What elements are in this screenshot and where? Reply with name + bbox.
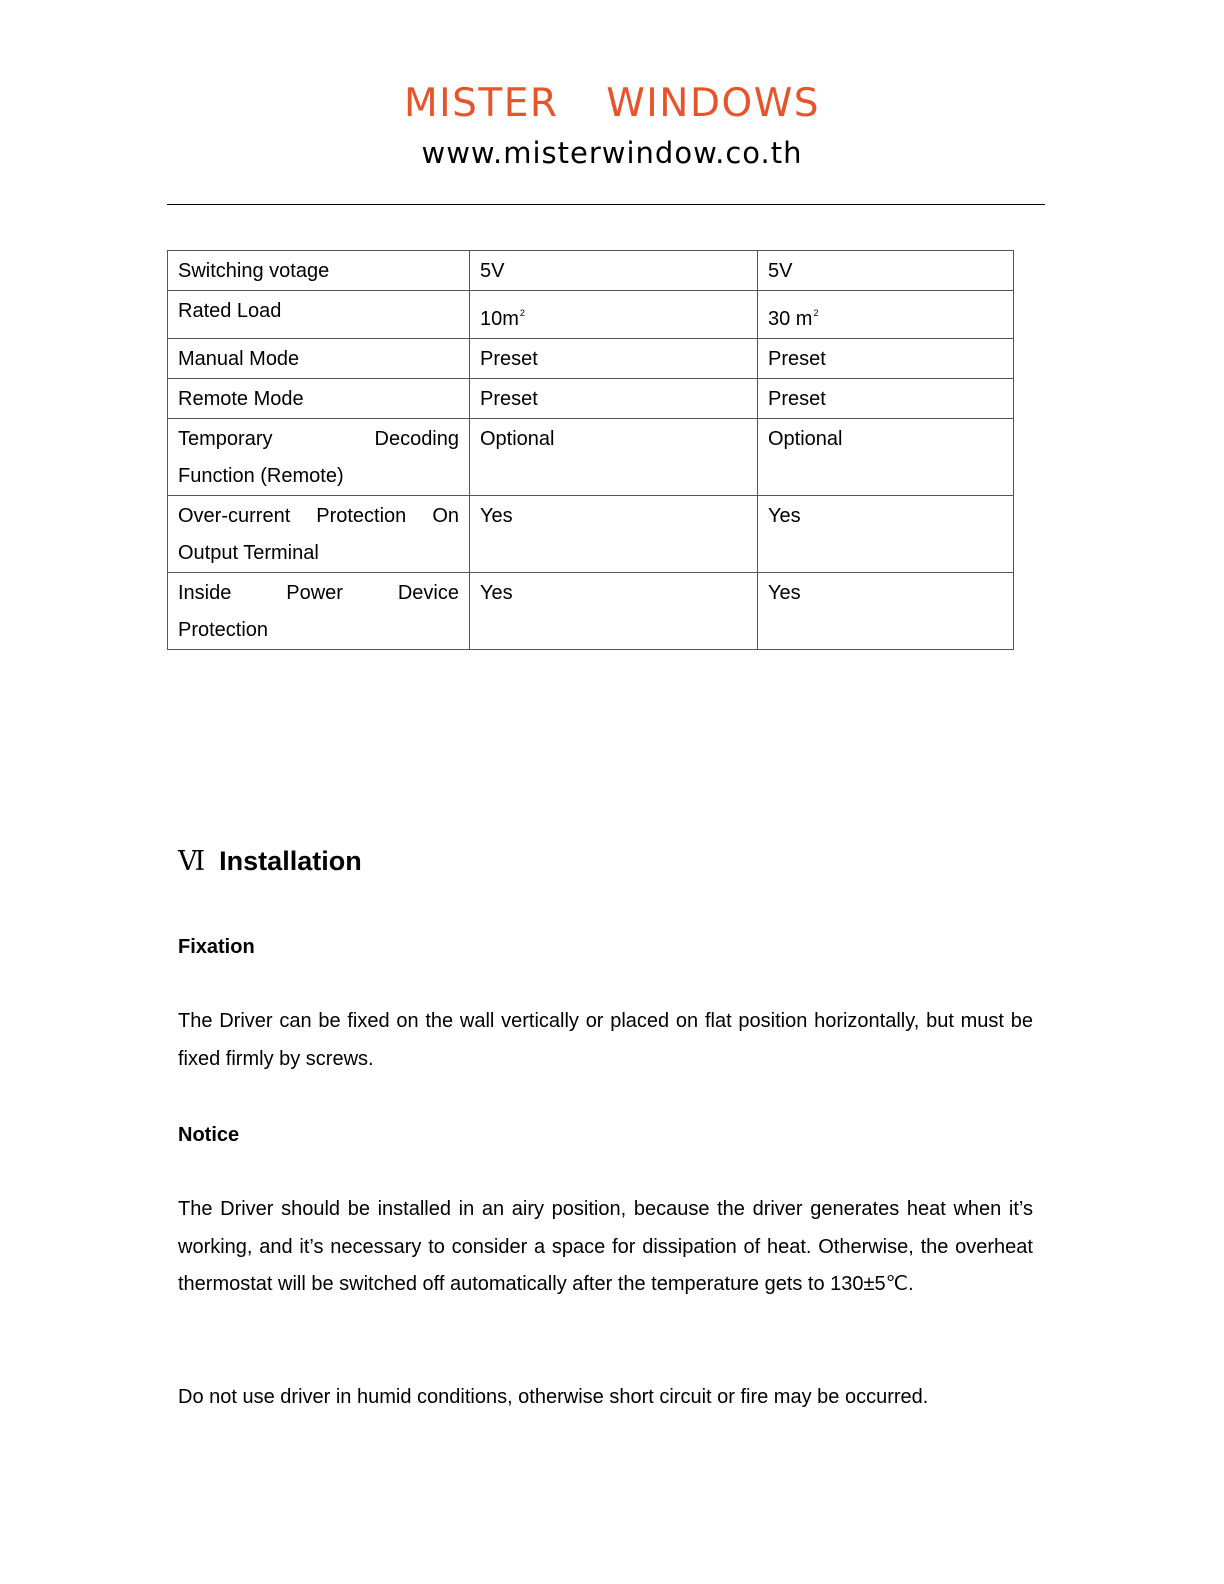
table-row xyxy=(168,379,1014,419)
table-cell: Preset xyxy=(470,339,758,379)
table-cell: Yes xyxy=(470,573,758,650)
table-cell: Yes xyxy=(470,496,758,573)
table-cell xyxy=(758,291,1014,339)
table-cell-label xyxy=(168,379,470,419)
brand-url: www.misterwindow.co.th xyxy=(421,136,803,170)
fixation-heading: Fixation xyxy=(178,936,255,958)
brand-title: MISTER WINDOWS xyxy=(403,81,821,126)
notice-heading: Notice xyxy=(178,1124,240,1146)
table-cell: Preset xyxy=(758,379,1014,419)
table-cell: Yes xyxy=(758,496,1014,573)
label-line: Switching votage xyxy=(178,260,330,282)
table-cell-label xyxy=(168,339,470,379)
table-row xyxy=(168,573,1014,650)
header-divider xyxy=(167,204,1045,205)
cell-value: 10m xyxy=(480,308,519,330)
fixation-paragraph: The Driver can be fixed on the wall vertically or placed on flat position horizontally, but must be fixed firmly by screws. xyxy=(178,1010,1033,1070)
table-cell-label xyxy=(168,419,470,496)
superscript: 2 xyxy=(519,308,525,318)
section-heading xyxy=(178,843,362,880)
label-line: Over-current Protection On xyxy=(178,505,459,527)
section-numeral: Ⅵ xyxy=(178,846,206,877)
notice-paragraph: The Driver should be installed in an airy position, because the driver generates heat when it’s working, and it’s necessary to consider a space for dissipation of heat. Otherwise, the overheat thermostat will be switched off automatically after the temperature gets to 130±5℃. xyxy=(178,1198,1033,1295)
section-title: Installation xyxy=(219,846,362,876)
label-line: Remote Mode xyxy=(178,388,304,410)
table-cell: Preset xyxy=(470,379,758,419)
label-line: Temporary Decoding xyxy=(178,428,459,450)
label-line: Rated Load xyxy=(178,300,282,322)
cell-value: 30 m xyxy=(768,308,813,330)
label-line: Function (Remote) xyxy=(178,465,344,487)
table-cell-label xyxy=(168,573,470,650)
table-row xyxy=(168,251,1014,291)
superscript: 2 xyxy=(813,308,819,318)
label-line: Manual Mode xyxy=(178,348,300,370)
table-cell: Yes xyxy=(758,573,1014,650)
table-cell: Preset xyxy=(758,339,1014,379)
table-cell: 5V xyxy=(758,251,1014,291)
spec-table xyxy=(167,250,1014,650)
table-row xyxy=(168,291,1014,339)
table-cell: 5V xyxy=(470,251,758,291)
table-cell: Optional xyxy=(758,419,1014,496)
notice-paragraph-humid: Do not use driver in humid conditions, otherwise short circuit or fire may be occurred. xyxy=(178,1386,929,1408)
table-row xyxy=(168,496,1014,573)
table-cell xyxy=(470,291,758,339)
label-line: Inside Power Device xyxy=(178,582,459,604)
table-row xyxy=(168,419,1014,496)
table-cell-label xyxy=(168,496,470,573)
label-line: Output Terminal xyxy=(178,542,319,564)
table-cell-label xyxy=(168,291,470,339)
table-row xyxy=(168,339,1014,379)
table-cell: Optional xyxy=(470,419,758,496)
label-line: Protection xyxy=(178,619,269,641)
table-cell-label xyxy=(168,251,470,291)
